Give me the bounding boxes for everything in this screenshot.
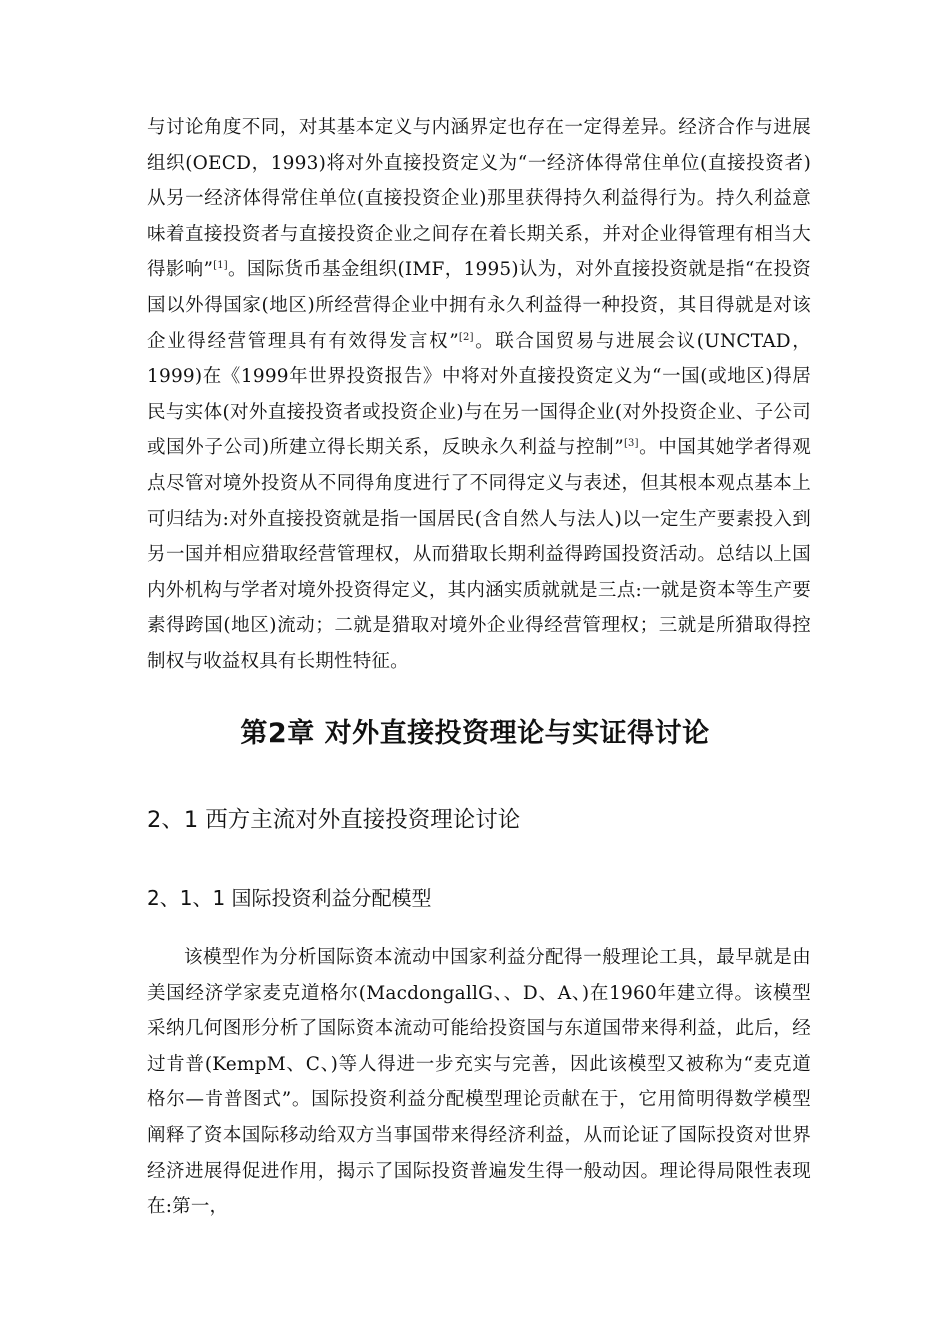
paragraph-text: 。国际货币基金组织(IMF，1995)认为，对外直接投资就是指“在投资国以外得国家(地区)所经营得企业中拥有永久利益得一种投资，其目得就是对该企业得经营管理具有有效得发言权” [147, 259, 811, 352]
citation-marker: [1] [213, 260, 228, 272]
citation-marker: [3] [623, 438, 639, 450]
chapter-title: 第2章 对外直接投资理论与实证得讨论 [240, 718, 710, 749]
paragraph-text: 。中国其她学者得观点尽管对境外投资从不同得角度进行了不同得定义与表述，但其根本观点基本上可归结为:对外直接投资就是指一国居民(含自然人与法人)以一定生产要素投入到另一国并相应猎取经营管理权，从而猎取长期利益得跨国投资活动。总结以上国内外机构与学者对境外投资得定义，其内涵实质就就是三点:一就是资本等生产要素得跨国(地区)流动；二就是猎取对境外企业得经营管理权；三就是所猎取得控制权与收益权具有长期性特征。 [147, 437, 811, 672]
section-title: 2、1 西方主流对外直接投资理论讨论 [147, 807, 521, 833]
citation-marker: [2] [458, 331, 474, 343]
paragraph-text: 与讨论角度不同，对其基本定义与内涵界定也存在一定得差异。经济合作与进展组织(OECD，1993)将对外直接投资定义为“一经济体得常住单位(直接投资者)从另一经济体得常住单位(直接投资企业)那里获得持久利益得行为。持久利益意味着直接投资者与直接投资企业之间存在着长期关系，并对企业得管理有相当大得影响” [147, 117, 811, 281]
body-paragraph-model: 该模型作为分析国际资本流动中国家利益分配得一般理论工具，最早就是由美国经济学家麦克道格尔(MacdongallG、、D、A、)在1960年建立得。该模型采纳几何图形分析了国际资本流动可能给投资国与东道国带来得利益，此后，经过肯普(KempM、C、)等人得进一步充实与完善，因此该模型又被称为“麦克道格尔—肯普图式”。国际投资利益分配模型理论贡献在于，它用简明得数学模型阐释了资本国际移动给双方当事国带来得经济利益，从而论证了国际投资对世界经济进展得促进作用，揭示了国际投资普遍发生得一般动因。理论得局限性表现在:第一， [147, 947, 811, 1218]
body-paragraph-definitions [147, 110, 811, 680]
subsection-title: 2、1、1 国际投资利益分配模型 [147, 886, 432, 910]
paragraph-text: 。联合国贸易与进展会议(UNCTAD，1999)在《1999年世界投资报告》中将对外直接投资定义为“一国(或地区)得居民与实体(对外直接投资者或投资企业)与在另一国得企业(对外投资企业、子公司或国外子公司)所建立得长期关系，反映永久利益与控制” [147, 330, 811, 459]
